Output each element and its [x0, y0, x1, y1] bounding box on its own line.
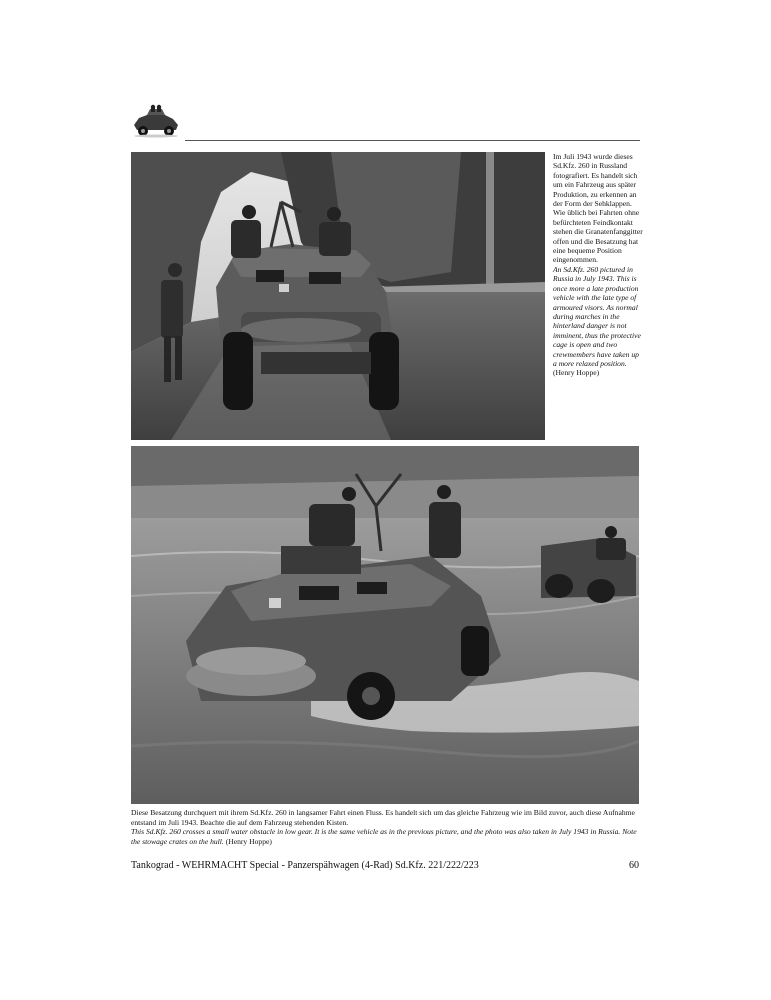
bottom-photograph	[131, 446, 639, 804]
side-caption-german: Im Juli 1943 wurde dieses Sd.Kfz. 260 in Russland fotografiert. Es handelt sich um ein Fahrzeug aus später Produktion, zu erkennen an der Form der Sehklappen. Wie üblich bei Fahrten ohne befürchteten Feindkontakt stehen die Granatenfanggitter offen und die Besatzung hat eine bequeme Position eingenommen.	[553, 152, 643, 265]
armoured-car-emblem-icon	[131, 100, 181, 138]
bottom-caption-german: Diese Besatzung durchquert mit ihrem Sd.Kfz. 260 in langsamer Fahrt einen Fluss. Es handelt sich um das gleiche Fahrzeug wie im Bild zuvor, auch diese Aufnahme entstand im Juli 1943. Beachte die auf dem Fahrzeug stehenden Kisten.	[131, 808, 635, 827]
footer-title: Tankograd - WEHRMACHT Special - Panzerspähwagen (4-Rad) Sd.Kfz. 221/222/223	[131, 860, 479, 871]
side-caption	[553, 152, 643, 378]
side-caption-english: An Sd.Kfz. 260 pictured in Russia in July 1943. This is once more a late production vehicle with the late type of armoured visors. As normal during marches in the hinterland danger is not imminent, thus the protective cage is open and two crewmembers have taken up a more relaxed position.	[553, 264, 641, 368]
page-footer	[131, 860, 639, 872]
page-number: 60	[629, 860, 639, 871]
side-caption-credit: (Henry Hoppe)	[553, 368, 600, 378]
bottom-caption-credit: (Henry Hoppe)	[225, 836, 272, 846]
bottom-caption-english: This Sd.Kfz. 260 crosses a small water obstacle in low gear. It is the same vehicle as in the previous picture, and the photo was also taken in July 1943 in Russia. Note the stowage crates on the hull.	[131, 827, 637, 846]
top-photograph	[131, 152, 545, 440]
bottom-caption-english-block	[131, 827, 643, 846]
bottom-caption	[131, 808, 643, 846]
header-rule	[185, 140, 640, 141]
